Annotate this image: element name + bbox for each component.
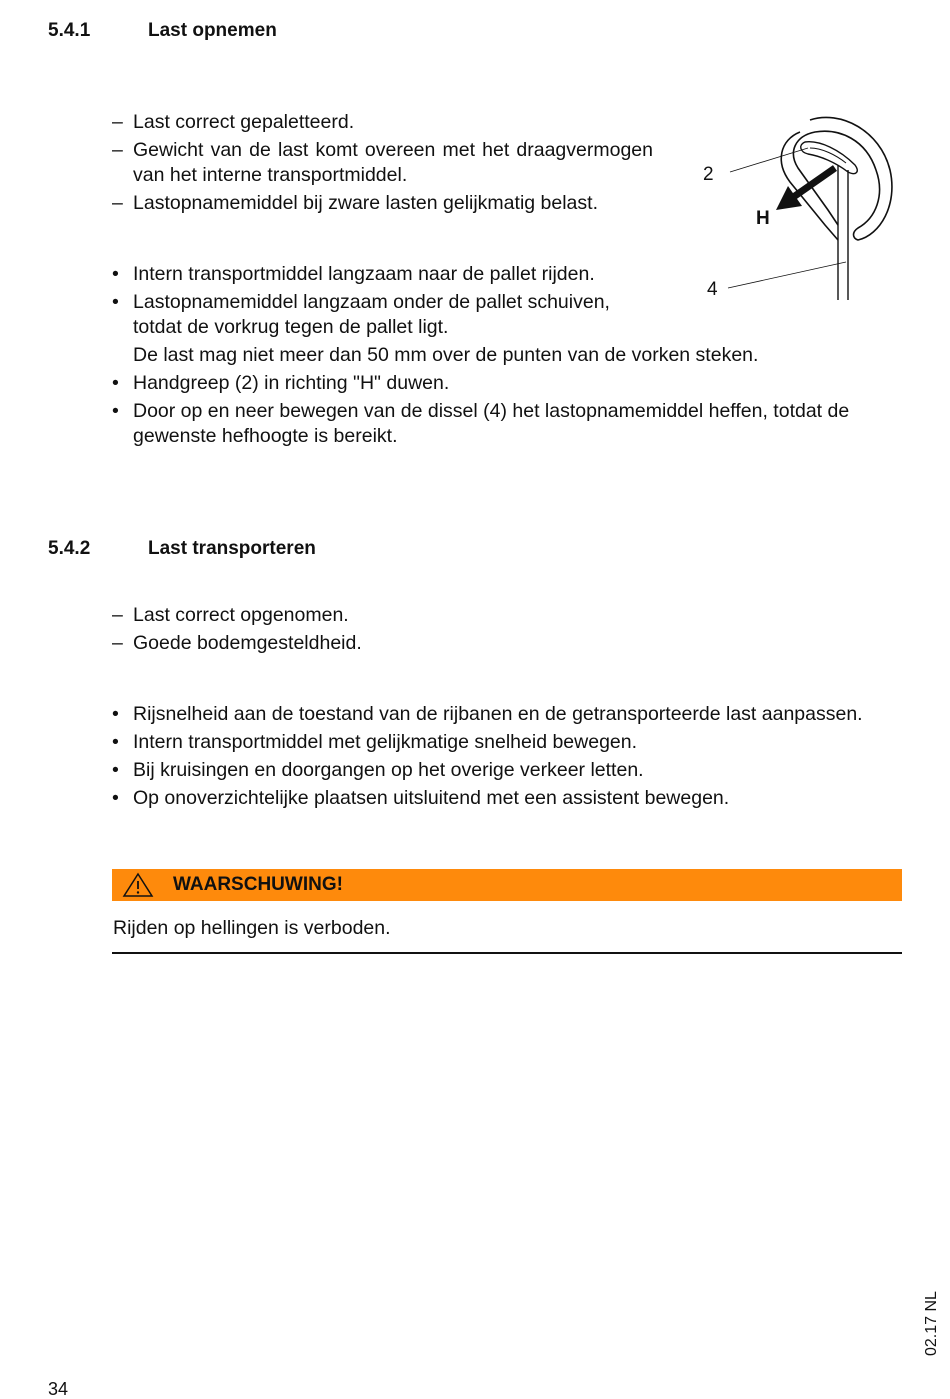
list-item: • Rijsnelheid aan de toestand van de rijbanen en de getransporteerde last aanpassen.	[112, 703, 863, 725]
handle-drawing-icon	[680, 110, 910, 310]
section-number: 5.4.1	[48, 20, 91, 41]
section-title: Last transporteren	[148, 538, 316, 559]
list-item: • Intern transportmiddel langzaam naar de pallet rijden.	[112, 263, 595, 285]
version-text: 02.17 NL	[923, 1291, 940, 1356]
list-item: • Lastopnamemiddel langzaam onder de pallet schuiven, totdat de vorkrug tegen de pallet ligt.	[112, 291, 610, 338]
list-item: – Goede bodemgesteldheid.	[112, 632, 362, 654]
step-list	[112, 371, 904, 452]
warning-label: WAARSCHUWING!	[173, 874, 343, 895]
list-item: – Last correct gepaletteerd.	[112, 111, 355, 133]
handle-illustration	[680, 110, 910, 310]
prerequisite-list	[112, 110, 653, 219]
label-handle: 2	[703, 164, 714, 185]
page-number: 34	[48, 1379, 69, 1399]
list-item: • Intern transportmiddel met gelijkmatige snelheid bewegen.	[112, 731, 638, 753]
list-item: – Last correct opgenomen.	[112, 604, 349, 626]
warning-bar	[112, 869, 902, 901]
list-item: • Bij kruisingen en doorgangen op het overige verkeer letten.	[112, 759, 644, 781]
section-number: 5.4.2	[48, 538, 91, 559]
list-item: – Lastopnamemiddel bij zware lasten gelijkmatig belast.	[112, 192, 598, 214]
step-list	[112, 702, 902, 814]
prerequisite-list	[112, 603, 904, 659]
version-label	[920, 1291, 950, 1360]
list-item: • Op onoverzichtelijke plaatsen uitsluitend met een assistent bewegen.	[112, 787, 730, 809]
label-tiller: 4	[707, 279, 718, 300]
note-text: De last mag niet meer dan 50 mm over de punten van de vorken steken.	[133, 344, 759, 366]
divider	[112, 952, 902, 954]
warning-triangle-icon	[122, 872, 154, 903]
warning-text: Rijden op hellingen is verboden.	[113, 917, 391, 939]
label-direction: H	[756, 208, 770, 229]
section-title: Last opnemen	[148, 20, 277, 41]
list-item: • Door op en neer bewegen van de dissel (4) het lastopnamemiddel heffen, totdat de gewenste hefhoogte is bereikt.	[112, 400, 850, 447]
list-item: – Gewicht van de last komt overeen met het draagvermogen van het interne transportmiddel.	[112, 139, 653, 186]
step-list	[112, 262, 657, 343]
list-item: • Handgreep (2) in richting "H" duwen.	[112, 372, 450, 394]
